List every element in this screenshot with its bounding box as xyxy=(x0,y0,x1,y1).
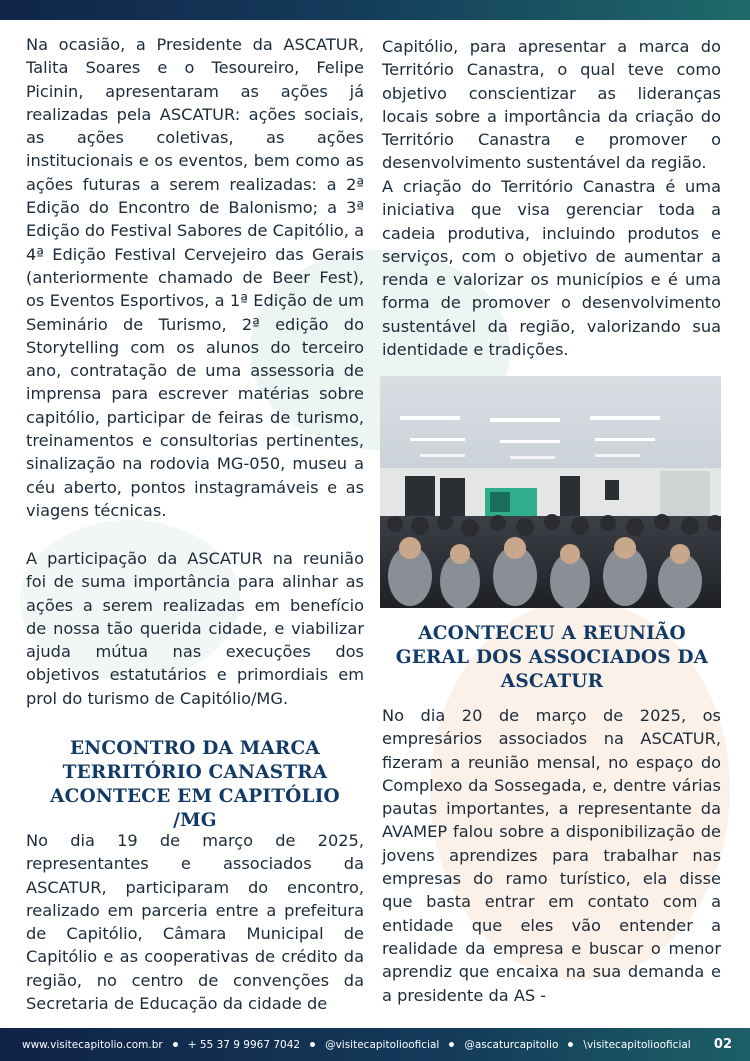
paragraph: Capitólio, para apresentar a marca do Território Canastra, o qual teve como objetivo conscientizar as lideranças locais sobre a importância da criação do Território Canastra e promover o desenvolvimento sustentável da região. xyxy=(382,37,721,173)
right-column-lower xyxy=(382,704,721,1007)
section-heading: ACONTECEU A REUNIÃO GERAL DOS ASSOCIADOS DA ASCATUR xyxy=(395,623,709,692)
paragraph: A criação do Território Canastra é uma iniciativa que visa gerenciar toda a cadeia produtiva, incluindo produtos e serviços, com o objetivo de aumentar a renda e valorizar os municípios e é uma forma de promover o desenvolvimento sustentável da região, valorizando sua identidade e tradições. xyxy=(382,177,721,360)
separator-dot xyxy=(173,1042,178,1047)
paragraph: A participação da ASCATUR na reunião foi de suma importância para alinhar as ações a serem realizadas em benefício de nossa tão querida cidade, e viabilizar ajuda mútua nas execuções dos objetivos estatutários e primordiais em prol do turismo de Capitólio/MG. xyxy=(26,549,364,708)
separator-dot xyxy=(449,1042,454,1047)
footer-bar xyxy=(0,1028,750,1061)
paragraph: No dia 20 de março de 2025, os empresários associados na ASCATUR, fizeram a reunião mensal, no espaço do Complexo da Sossegada, e, dentre várias pautas importantes, a representante da AVAMEP falou sobre a disponibilização de jovens aprendizes para trabalhar nas empresas do ramo turístico, ela disse que basta entrar em contato com a entidade que eles vão entender a realidade da empresa e buscar o menor aprendiz que encaixa na sua demanda e a presidente da AS - xyxy=(382,706,721,1005)
section-heading: ENCONTRO DA MARCA TERRITÓRIO CANASTRA ACONTECE EM CAPITÓLIO /MG xyxy=(50,738,340,831)
separator-dot xyxy=(568,1042,573,1047)
website-link[interactable]: www.visitecapitolio.com.br xyxy=(22,1038,163,1051)
page-number: 02 xyxy=(713,1037,732,1052)
paragraph: No dia 19 de março de 2025, representantes e associados da ASCATUR, participaram do encontro, realizado em parceria entre a prefeitura de Capitólio, Câmara Municipal de Capitólio e as cooperativas de crédito da região, no centro de convenções da Secretaria de Educação da cidade de xyxy=(26,831,364,1014)
left-column xyxy=(26,33,364,1015)
top-banner xyxy=(0,0,750,20)
instagram-link-ascatur[interactable]: @ascaturcapitolio xyxy=(464,1038,559,1051)
instagram-link[interactable]: @visitecapitoliooficial xyxy=(325,1038,440,1051)
facebook-link[interactable]: \visitecapitoliooficial xyxy=(583,1038,691,1051)
paragraph: Na ocasião, a Presidente da ASCATUR, Talita Soares e o Tesoureiro, Felipe Picinin, apresentaram as ações já realizadas pela ASCATUR: ações sociais, as ações coletivas, as ações institucionais e os eventos, bem como as ações futuras a serem realizadas: a 2ª Edição do Encontro de Balonismo; a 3ª Edição do Festival Sabores de Capitólio, a 4ª Edição Festival Cervejeiro das Gerais (anteriormente chamado de Beer Fest), os Eventos Esportivos, a 1ª Edição de um Seminário de Turismo, 2ª edição do Storytelling com os alunos do terceiro ano, contratação de uma assessoria de imprensa para escrever matérias sobre capitólio, participar de feiras de turismo, treinamentos e consultorias pertinentes, sinalização na rodovia MG-050, museu a céu aberto, pontos instagramáveis e as viagens técnicas. xyxy=(26,35,364,520)
meeting-photo xyxy=(380,376,721,608)
right-column xyxy=(382,35,721,361)
separator-dot xyxy=(310,1042,315,1047)
phone-number[interactable]: + 55 37 9 9967 7042 xyxy=(187,1038,301,1051)
